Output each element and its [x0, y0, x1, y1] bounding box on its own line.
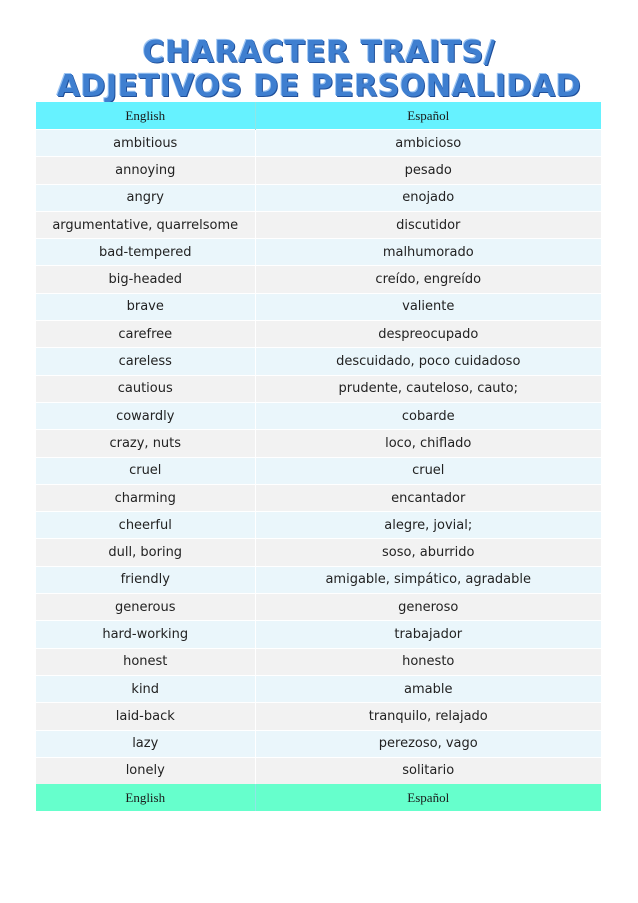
spanish-term: cruel: [255, 457, 601, 484]
english-term: big-headed: [36, 266, 255, 293]
header-spanish: Español: [407, 107, 450, 123]
table-header-row: [36, 102, 601, 130]
spanish-term: generoso: [255, 594, 601, 621]
table-row: [36, 703, 601, 730]
table-row: [36, 157, 601, 184]
table-row: [36, 321, 601, 348]
table-row: [36, 430, 601, 457]
spanish-term: despreocupado: [255, 321, 601, 348]
english-term: laid-back: [36, 703, 255, 730]
table-footer-row: [36, 784, 601, 811]
spanish-term: amable: [255, 675, 601, 702]
english-term: cautious: [36, 375, 255, 402]
spanish-term: trabajador: [255, 621, 601, 648]
english-term: honest: [36, 648, 255, 675]
table-row: [36, 130, 601, 157]
english-term: argumentative, quarrelsome: [36, 211, 255, 238]
spanish-term: ambicioso: [255, 130, 601, 157]
table-row: [36, 266, 601, 293]
english-term: carefree: [36, 321, 255, 348]
english-term: hard-working: [36, 621, 255, 648]
english-term: annoying: [36, 157, 255, 184]
english-term: lonely: [36, 757, 255, 784]
table-row: [36, 648, 601, 675]
spanish-term: enojado: [255, 184, 601, 211]
english-term: careless: [36, 348, 255, 375]
spanish-term: soso, aburrido: [255, 539, 601, 566]
english-term: friendly: [36, 566, 255, 593]
title-line-2: ADJETIVOS DE PERSONALIDAD: [56, 69, 582, 104]
spanish-term: solitario: [255, 757, 601, 784]
footer-english: English: [36, 784, 255, 811]
spanish-term: tranquilo, relajado: [255, 703, 601, 730]
english-term: charming: [36, 484, 255, 511]
table-row: [36, 484, 601, 511]
english-term: crazy, nuts: [36, 430, 255, 457]
spanish-term: honesto: [255, 648, 601, 675]
table-row: [36, 512, 601, 539]
footer-spanish: Español: [407, 789, 450, 805]
table-row: [36, 293, 601, 320]
table-row: [36, 566, 601, 593]
vocabulary-table: [36, 102, 601, 811]
english-term: brave: [36, 293, 255, 320]
spanish-term: loco, chiflado: [255, 430, 601, 457]
table-row: [36, 757, 601, 784]
table-row: [36, 594, 601, 621]
english-term: cowardly: [36, 402, 255, 429]
spanish-term: alegre, jovial;: [255, 512, 601, 539]
english-term: lazy: [36, 730, 255, 757]
english-term: generous: [36, 594, 255, 621]
table-row: [36, 239, 601, 266]
english-term: bad-tempered: [36, 239, 255, 266]
spanish-term: malhumorado: [255, 239, 601, 266]
spanish-term: creído, engreído: [255, 266, 601, 293]
table-row: [36, 457, 601, 484]
english-term: cruel: [36, 457, 255, 484]
spanish-term: descuidado, poco cuidadoso: [255, 348, 601, 375]
english-term: dull, boring: [36, 539, 255, 566]
spanish-term: amigable, simpático, agradable: [255, 566, 601, 593]
table-row: [36, 730, 601, 757]
spanish-term: valiente: [255, 293, 601, 320]
english-term: cheerful: [36, 512, 255, 539]
table-row: [36, 675, 601, 702]
english-term: angry: [36, 184, 255, 211]
spanish-term: pesado: [255, 157, 601, 184]
spanish-term: encantador: [255, 484, 601, 511]
spanish-term: discutidor: [255, 211, 601, 238]
table-row: [36, 539, 601, 566]
spanish-term: prudente, cauteloso, cauto;: [255, 375, 601, 402]
spanish-term: perezoso, vago: [255, 730, 601, 757]
table-row: [36, 621, 601, 648]
spanish-term: cobarde: [255, 402, 601, 429]
table-row: [36, 375, 601, 402]
table-row: [36, 211, 601, 238]
english-term: kind: [36, 675, 255, 702]
title-line-1: CHARACTER TRAITS/: [142, 35, 496, 70]
english-term: ambitious: [36, 130, 255, 157]
table-row: [36, 348, 601, 375]
table-row: [36, 402, 601, 429]
header-english: English: [36, 102, 255, 130]
table-row: [36, 184, 601, 211]
